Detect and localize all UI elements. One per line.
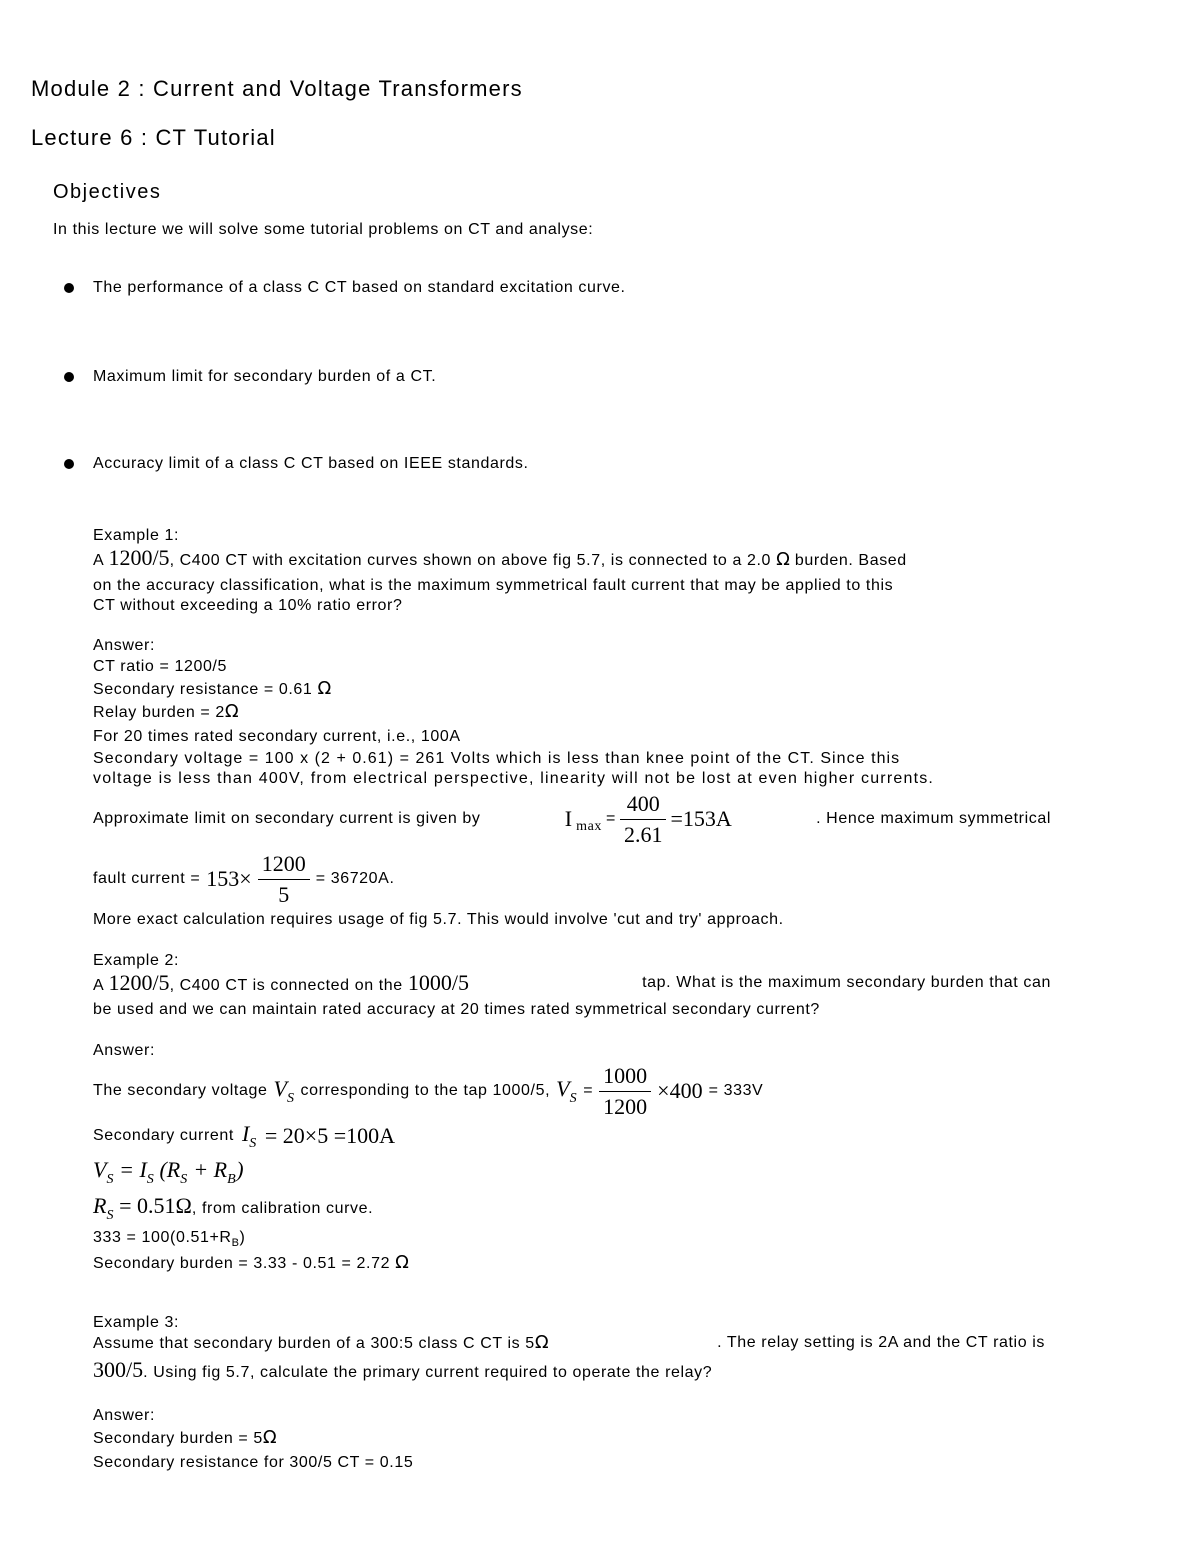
approx-limit-line: Approximate limit on secondary current is given by I max = $\frac{400}{2.61}$ =153A . Hence maximum symmetrical bbox=[93, 790, 1051, 847]
secondary-voltage-line-2: voltage is less than 400V, from electrical perspective, linearity will not be lost at even higher currents. bbox=[93, 770, 935, 787]
secondary-burden-result-line: Secondary burden = 3.33 - 0.51 = 2.72 Ω bbox=[93, 1252, 409, 1273]
bullet-icon bbox=[64, 459, 74, 469]
example-1-question-line-2: on the accuracy classification, what is the maximum symmetrical fault current that may be applied to this bbox=[93, 577, 894, 594]
imax-fraction: $\frac{400}{2.61}$ bbox=[620, 791, 667, 848]
vs-fraction: $\frac{1000}{1200}$ bbox=[599, 1063, 651, 1120]
example-3-question-line-1: Assume that secondary burden of a 300:5 class C CT is 5Ω . The relay setting is 2A and the CT ratio is bbox=[93, 1332, 1045, 1353]
example-1-question-line-3: CT without exceeding a 10% ratio error? bbox=[93, 597, 403, 614]
example-2-label: Example 2: bbox=[93, 952, 180, 969]
secondary-resistance-calibration-line: RS = 0.51Ω, from calibration curve. bbox=[93, 1193, 374, 1223]
ohm-icon: Ω bbox=[776, 549, 790, 570]
lecture-title: Lecture 6 : CT Tutorial bbox=[31, 125, 276, 150]
objective-item-1: The performance of a class C CT based on standard excitation curve. bbox=[93, 279, 626, 296]
secondary-voltage-line-1: Secondary voltage = 100 x (2 + 0.61) = 261 Volts which is less than knee point of the CT. Since this bbox=[93, 750, 901, 767]
example-3-burden-line: Secondary burden = 5Ω bbox=[93, 1427, 277, 1448]
bullet-icon bbox=[64, 283, 74, 293]
example-3-question-line-2: 300/5. Using fig 5.7, calculate the primary current required to operate the relay? bbox=[93, 1357, 713, 1382]
example-2-question-line-2: be used and we can maintain rated accuracy at 20 times rated symmetrical secondary current? bbox=[93, 1001, 820, 1018]
intro-text: In this lecture we will solve some tutorial problems on CT and analyse: bbox=[53, 221, 594, 238]
module-title: Module 2 : Current and Voltage Transformers bbox=[31, 76, 523, 101]
example-1-answer-label: Answer: bbox=[93, 637, 155, 654]
example-2-answer-label: Answer: bbox=[93, 1042, 155, 1059]
example-1-label: Example 1: bbox=[93, 527, 180, 544]
secondary-current-line: Secondary current IS = 20×5 =100A bbox=[93, 1121, 395, 1151]
example-2-question-line-1: A 1200/5, C400 CT is connected on the 1000/5 tap. What is the maximum secondary burden that can bbox=[93, 970, 1051, 995]
example-1-question-line-1: A 1200/5, C400 CT with excitation curves shown on above fig 5.7, is connected to a 2.0 Ω burden. Based bbox=[93, 545, 907, 570]
ohm-icon: Ω bbox=[534, 1332, 549, 1353]
example-3-resistance-line: Secondary resistance for 300/5 CT = 0.15 bbox=[93, 1454, 414, 1471]
rated-current-line: For 20 times rated secondary current, i.e., 100A bbox=[93, 728, 461, 745]
example-3-answer-label: Answer: bbox=[93, 1407, 155, 1424]
objective-item-3: Accuracy limit of a class C CT based on IEEE standards. bbox=[93, 455, 529, 472]
secondary-resistance-line: Secondary resistance = 0.61 Ω bbox=[93, 678, 332, 699]
fault-fraction: $\frac{1200}{5}$ bbox=[258, 851, 310, 908]
objectives-heading: Objectives bbox=[53, 181, 162, 203]
secondary-voltage-tap-line: The secondary voltage VS corresponding to the tap 1000/5, VS = $\frac{1000}{1200}$ ×400 = 333V bbox=[93, 1062, 764, 1119]
burden-equation-line: $333 = 100(0.51+R_B)$ bbox=[93, 1229, 246, 1249]
bullet-icon bbox=[64, 372, 74, 382]
fault-current-line: fault current = 153× $\frac{1200}{5}$ = 36720A. bbox=[93, 850, 395, 907]
ohm-icon: Ω bbox=[317, 678, 332, 699]
voltage-equation: VS = IS (RS + RB) bbox=[93, 1157, 244, 1187]
exact-calculation-line: More exact calculation requires usage of fig 5.7. This would involve 'cut and try' approach. bbox=[93, 911, 784, 928]
ohm-icon: Ω bbox=[395, 1252, 409, 1273]
ct-ratio-math: 1200/5 bbox=[108, 545, 170, 570]
example-3-label: Example 3: bbox=[93, 1314, 180, 1331]
relay-burden-line: Relay burden = 2Ω bbox=[93, 701, 239, 722]
ct-ratio-line: CT ratio = 1200/5 bbox=[93, 658, 227, 675]
objective-item-2: Maximum limit for secondary burden of a CT. bbox=[93, 368, 437, 385]
ohm-icon: Ω bbox=[262, 1427, 277, 1448]
ohm-icon: Ω bbox=[224, 701, 239, 722]
